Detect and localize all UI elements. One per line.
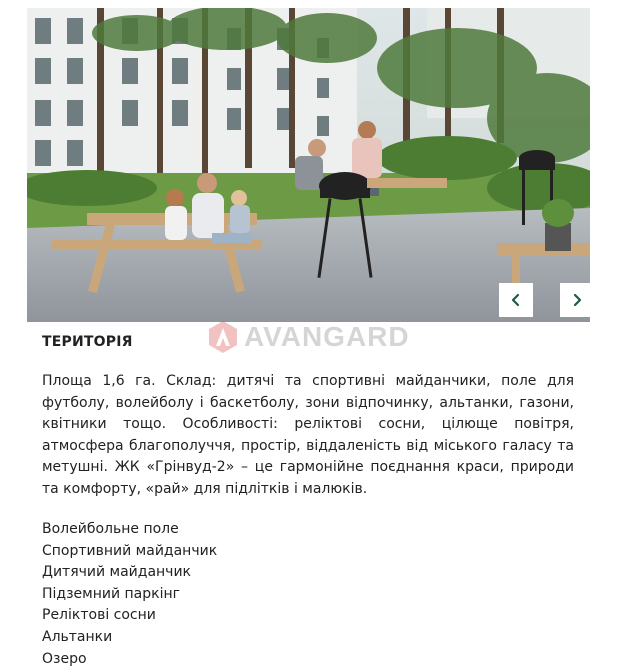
feature-item: Реліктові сосни [42,607,156,624]
gallery-prev-button[interactable] [499,283,533,317]
feature-item: Спортивний майданчик [42,542,218,559]
gallery-photo [27,8,590,322]
feature-item: Волейбольне поле [42,521,179,537]
feature-item: Дитячий майданчик [42,564,192,581]
territory-description: Площа 1,6 га. Склад: дитячі та спортивні майданчики, поле для футболу, волейболу і баскетболу, зони відпочинку, альтанки, газони, квітники тощо. Особливості: реліктові сосни, цілюще повітря, атмосфера благополуччя, простір, віддаленість від міського галасу та метушні. ЖК «Грінвуд-2» – це гармонійне поєднання краси, природи та комфорту, «рай» для підлітків і малюків. [42,373,574,497]
gallery-next-button[interactable] [560,283,590,317]
feature-item: Підземний паркінг [42,585,180,602]
chevron-left-icon [509,293,523,307]
watermark-logo-icon [208,320,238,354]
feature-item: Альтанки [42,628,113,645]
features-list [42,519,217,670]
feature-item: Озеро [42,650,87,667]
image-gallery[interactable] [27,8,590,322]
chevron-right-icon [570,293,584,307]
watermark-text: AVANGARD [244,321,410,352]
watermark [208,320,410,354]
section-title: ТЕРИТОРІЯ [42,334,133,350]
